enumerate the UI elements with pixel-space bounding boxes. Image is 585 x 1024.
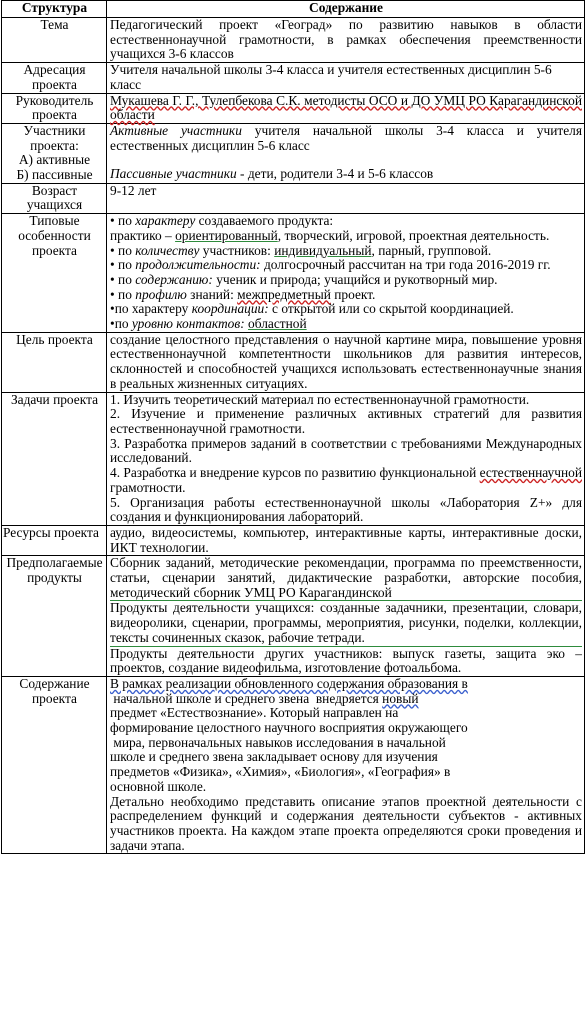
row-tema xyxy=(2,18,585,63)
content-line-1: В рамках реализации обновленного содержания образования в xyxy=(110,675,468,691)
label-tipovye: Типовые особенности проекта xyxy=(2,214,107,333)
feature-content: • по содержанию: ученик и природа; учащийся и рукотворный мир. xyxy=(110,271,498,287)
content-line-5: мира, первоначальных навыков исследования в начальной xyxy=(110,734,446,750)
products-students: Продукты деятельности учащихся: созданные задачники, презентации, словари, видеоролики, сценарии, программы, мероприятия, рисунки, поделки, коллекции, тексты сочиненных сказок, рабочие тетради. xyxy=(110,600,582,645)
feature-profile: • по профилю знаний: межпредметный проект. xyxy=(110,286,376,302)
row-resursy xyxy=(2,525,585,555)
row-cel xyxy=(2,332,585,392)
task-3: 3. Разработка примеров заданий в соответствии с требованиями Международных исследований. xyxy=(110,435,582,466)
row-tipovye xyxy=(2,214,585,333)
content-line-4: формирование целостного научного восприятия окружающего xyxy=(110,720,468,736)
content-line-3: предмет «Естествознание». Который направлен на xyxy=(110,705,399,721)
content-adresat: Учителя начальной школы 3-4 класса и учителя естественных дисциплин 5-6 класс xyxy=(107,63,585,93)
header-content: Содержание xyxy=(107,1,585,18)
content-line-2: начальной школе и среднего звена внедряется новый xyxy=(110,690,419,706)
content-produkty xyxy=(107,556,585,677)
label-uchastniki xyxy=(2,123,107,183)
row-uchastniki xyxy=(2,123,585,183)
task-4: 4. Разработка и внедрение курсов по развитию функциональной естественнаучной грамотности. xyxy=(110,465,582,495)
feature-duration: • по продолжительности: долгосрочный рассчитан на три года 2016-2019 гг. xyxy=(110,257,551,273)
content-line-7: предметов «Физика», «Химия», «Биология», «География» в xyxy=(110,764,451,780)
table-header-row xyxy=(2,1,585,18)
label-cel: Цель проекта xyxy=(2,332,107,392)
feature-character: • по характеру создаваемого продукта: xyxy=(110,213,334,229)
content-cel: создание целостного представления о научной картине мира, повышение уровня естественнонаучной компетентности школьников для развития интересов, склонностей и способностей учащихся использовать естественнонаучные знания в реальных жизненных ситуациях. xyxy=(107,332,585,392)
task-5: 5. Организация работы естественнонаучной школы «Лаборатория Z+» для создания и функционирования лабораторий. xyxy=(110,494,582,525)
label-resursy: Ресурсы проекта xyxy=(2,525,107,555)
label-zadachi: Задачи проекта xyxy=(2,392,107,525)
header-structure: Структура xyxy=(2,1,107,18)
feature-coordination: •по характеру координации: с открытой или со скрытой координацией. xyxy=(110,301,514,317)
content-tema: Педагогический проект «Геоград» по развитию навыков в области естественнонаучной грамотности, в рамках обеспечения преемственности учащихся 3-6 классов xyxy=(107,18,585,63)
content-line-6: школе и среднего звена закладывает основу для изучения xyxy=(110,749,438,765)
label-soderzhanie: Содержание проекта xyxy=(2,676,107,853)
products-methodical: Сборник заданий, методические рекомендации, программа по преемственности, статьи, сценарии занятий, дидактические разработки, авторские пособия, методический сборник УМЦ РО Карагандинской xyxy=(110,555,582,600)
label-rukovoditel: Руководитель проекта xyxy=(2,93,107,123)
row-rukovoditel xyxy=(2,93,585,123)
task-1: 1. Изучить теоретический материал по естественнонаучной грамотности. xyxy=(110,391,530,407)
active-participants: Активные участники учителя начальной школы 3-4 класса и учителя естественных дисциплин 5-6 класс xyxy=(110,122,583,153)
content-uchastniki xyxy=(107,123,585,183)
label-uchastniki-active: А) активные xyxy=(18,152,91,168)
label-uchastniki-passive: Б) пассивные xyxy=(16,167,93,183)
label-uchastniki-title: Участники проекта: xyxy=(23,122,86,153)
content-resursy: аудио, видеосистемы, компьютер, интерактивные карты, интерактивные доски, ИКТ технологии. xyxy=(107,525,585,555)
label-vozrast: Возраст учащихся xyxy=(2,183,107,213)
leader-names: Мукашева Г. Г., Тулепбекова С.К. методисты ОСО и ДО УМЦ РО Карагандинской области xyxy=(110,92,582,123)
row-produkty xyxy=(2,556,585,677)
products-other: Продукты деятельности других участников: выпуск газеты, защита эко – проектов, создание видеофильма, изготовление фотоальбома. xyxy=(110,645,582,676)
content-tipovye xyxy=(107,214,585,333)
feature-character-values: практико – ориентированный, творческий, игровой, проектная деятельность. xyxy=(110,227,550,243)
feature-quantity: • по количеству участников: индивидуальный, парный, групповой. xyxy=(110,242,492,258)
row-zadachi xyxy=(2,392,585,525)
task-2: 2. Изучение и применение различных активных стратегий для развития естественнонаучной грамотности. xyxy=(110,406,582,436)
content-stages: Детально необходимо представить описание этапов проектной деятельности с распределением функций и содержания деятельности субъектов - активных участников проекта. На каждом этапе проекта определяются сроки проведения и задачи этапа. xyxy=(110,793,582,853)
passive-participants: Пассивные участники - дети, родители 3-4 и 5-6 классов xyxy=(110,166,434,182)
content-soderzhanie xyxy=(107,676,585,853)
row-vozrast xyxy=(2,183,585,213)
content-vozrast: 9-12 лет xyxy=(107,183,585,213)
label-produkty: Предполагаемые продукты xyxy=(2,556,107,677)
row-soderzhanie xyxy=(2,676,585,853)
content-zadachi xyxy=(107,392,585,525)
feature-contact-level: •по уровню контактов: областной xyxy=(110,316,307,332)
label-adresat: Адресация проекта xyxy=(2,63,107,93)
project-structure-table xyxy=(1,0,585,854)
content-rukovoditel xyxy=(107,93,585,123)
row-adresat xyxy=(2,63,585,93)
label-tema: Тема xyxy=(2,18,107,63)
content-line-8: основной школе. xyxy=(110,778,207,794)
